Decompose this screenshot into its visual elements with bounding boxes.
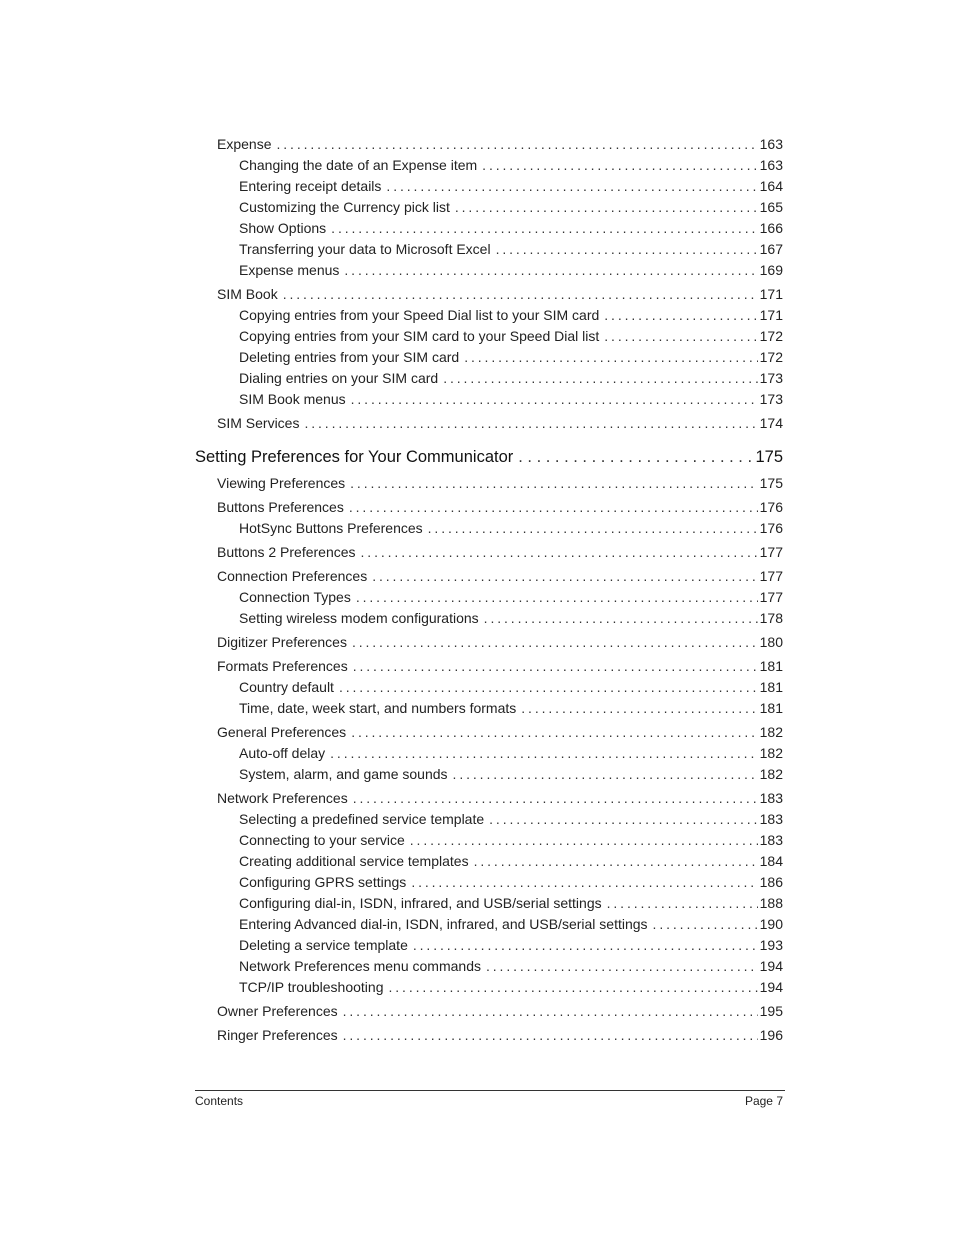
toc-entry-title: Show Options bbox=[239, 220, 327, 236]
dot-leader bbox=[304, 413, 757, 434]
dot-leader bbox=[604, 305, 757, 326]
dot-leader bbox=[350, 473, 757, 494]
toc-section-entry[interactable] bbox=[195, 632, 783, 653]
toc-entry-title: Deleting entries from your SIM card bbox=[239, 349, 460, 365]
toc-section-entry[interactable] bbox=[195, 656, 783, 677]
toc-subsection-entry[interactable] bbox=[195, 518, 783, 539]
dot-leader bbox=[343, 1025, 758, 1046]
toc-entry-title: System, alarm, and game sounds bbox=[239, 766, 448, 782]
toc-entry-title: Ringer Preferences bbox=[217, 1027, 338, 1043]
toc-subsection-entry[interactable] bbox=[195, 260, 783, 281]
dot-leader bbox=[489, 809, 757, 830]
toc-entry-page-number: 190 bbox=[759, 916, 783, 932]
toc-subsection-entry[interactable] bbox=[195, 935, 783, 956]
toc-entry-page-number: 177 bbox=[759, 544, 783, 560]
dot-leader bbox=[453, 764, 758, 785]
toc-entry-page-number: 180 bbox=[759, 634, 783, 650]
toc-entry-page-number: 195 bbox=[759, 1003, 783, 1019]
toc-entry-page-number: 169 bbox=[759, 262, 783, 278]
toc-entry-page-number: 165 bbox=[759, 199, 783, 215]
toc-entry-page-number: 196 bbox=[759, 1027, 783, 1043]
toc-entry-title: Entering Advanced dial-in, ISDN, infrared, and USB/serial settings bbox=[239, 916, 648, 932]
toc-chapter-entry[interactable] bbox=[195, 444, 783, 470]
toc-entry-title: Buttons 2 Preferences bbox=[217, 544, 356, 560]
toc-subsection-entry[interactable] bbox=[195, 347, 783, 368]
toc-entry-title: HotSync Buttons Preferences bbox=[239, 520, 423, 536]
toc-subsection-entry[interactable] bbox=[195, 608, 783, 629]
toc-entry-title: Viewing Preferences bbox=[217, 475, 346, 491]
dot-leader bbox=[283, 284, 758, 305]
toc-entry-title: SIM Book menus bbox=[239, 391, 346, 407]
dot-leader bbox=[486, 956, 758, 977]
toc-section-entry[interactable] bbox=[195, 542, 783, 563]
toc-entry-page-number: 194 bbox=[759, 979, 783, 995]
toc-entry-title: Configuring dial-in, ISDN, infrared, and USB/serial settings bbox=[239, 895, 602, 911]
toc-entry-title: Owner Preferences bbox=[217, 1003, 338, 1019]
dot-leader bbox=[344, 260, 757, 281]
dot-leader bbox=[352, 632, 758, 653]
toc-subsection-entry[interactable] bbox=[195, 218, 783, 239]
toc-entry-page-number: 172 bbox=[759, 349, 783, 365]
dot-leader bbox=[386, 176, 757, 197]
toc-entry-page-number: 193 bbox=[759, 937, 783, 953]
toc-subsection-entry[interactable] bbox=[195, 155, 783, 176]
toc-entry-page-number: 177 bbox=[759, 568, 783, 584]
toc-entry-title: Network Preferences menu commands bbox=[239, 958, 481, 974]
toc-entry-title: Creating additional service templates bbox=[239, 853, 469, 869]
dot-leader bbox=[351, 389, 758, 410]
toc-entry-page-number: 171 bbox=[759, 307, 783, 323]
toc-subsection-entry[interactable] bbox=[195, 977, 783, 998]
dot-leader bbox=[356, 587, 758, 608]
dot-leader bbox=[604, 326, 757, 347]
toc-section-entry[interactable] bbox=[195, 284, 783, 305]
dot-leader bbox=[653, 914, 758, 935]
toc-entry-page-number: 176 bbox=[759, 520, 783, 536]
toc-entry-title: Time, date, week start, and numbers formats bbox=[239, 700, 517, 716]
toc-subsection-entry[interactable] bbox=[195, 764, 783, 785]
toc-entry-page-number: 181 bbox=[759, 679, 783, 695]
dot-leader bbox=[349, 497, 758, 518]
table-of-contents bbox=[195, 134, 783, 1046]
toc-entry-page-number: 181 bbox=[759, 700, 783, 716]
toc-entry-page-number: 176 bbox=[759, 499, 783, 515]
toc-entry-page-number: 175 bbox=[759, 475, 783, 491]
toc-entry-title: Dialing entries on your SIM card bbox=[239, 370, 439, 386]
dot-leader bbox=[607, 893, 758, 914]
toc-subsection-entry[interactable] bbox=[195, 326, 783, 347]
toc-entry-title: Country default bbox=[239, 679, 334, 695]
toc-entry-page-number: 182 bbox=[759, 724, 783, 740]
dot-leader bbox=[343, 1001, 758, 1022]
dot-leader bbox=[482, 155, 757, 176]
toc-subsection-entry[interactable] bbox=[195, 677, 783, 698]
toc-entry-page-number: 183 bbox=[759, 790, 783, 806]
toc-entry-page-number: 164 bbox=[759, 178, 783, 194]
toc-subsection-entry[interactable] bbox=[195, 851, 783, 872]
toc-subsection-entry[interactable] bbox=[195, 305, 783, 326]
toc-entry-page-number: 167 bbox=[759, 241, 783, 257]
toc-entry-page-number: 188 bbox=[759, 895, 783, 911]
toc-entry-title: SIM Book bbox=[217, 286, 278, 302]
toc-entry-page-number: 194 bbox=[759, 958, 783, 974]
dot-leader bbox=[389, 977, 758, 998]
toc-entry-page-number: 173 bbox=[759, 370, 783, 386]
toc-subsection-entry[interactable] bbox=[195, 914, 783, 935]
dot-leader bbox=[443, 368, 757, 389]
toc-entry-title: Deleting a service template bbox=[239, 937, 408, 953]
dot-leader bbox=[339, 677, 758, 698]
toc-entry-page-number: 163 bbox=[759, 136, 783, 152]
toc-subsection-entry[interactable] bbox=[195, 389, 783, 410]
toc-subsection-entry[interactable] bbox=[195, 698, 783, 719]
toc-section-entry[interactable] bbox=[195, 497, 783, 518]
toc-entry-title: SIM Services bbox=[217, 415, 300, 431]
toc-entry-page-number: 178 bbox=[759, 610, 783, 626]
toc-entry-title: Connection Types bbox=[239, 589, 351, 605]
toc-entry-title: Changing the date of an Expense item bbox=[239, 157, 478, 173]
toc-entry-page-number: 174 bbox=[759, 415, 783, 431]
toc-entry-title: Setting wireless modem configurations bbox=[239, 610, 479, 626]
dot-leader bbox=[361, 542, 758, 563]
dot-leader bbox=[464, 347, 757, 368]
toc-subsection-entry[interactable] bbox=[195, 587, 783, 608]
toc-section-entry[interactable] bbox=[195, 722, 783, 743]
toc-entry-title: Connection Preferences bbox=[217, 568, 368, 584]
toc-entry-title: Network Preferences bbox=[217, 790, 348, 806]
toc-section-entry[interactable] bbox=[195, 1025, 783, 1046]
toc-section-entry[interactable] bbox=[195, 566, 783, 587]
dot-leader bbox=[455, 197, 758, 218]
toc-entry-page-number: 183 bbox=[759, 811, 783, 827]
toc-entry-title: General Preferences bbox=[217, 724, 347, 740]
toc-section-entry[interactable] bbox=[195, 1001, 783, 1022]
dot-leader bbox=[521, 698, 757, 719]
toc-entry-title: Formats Preferences bbox=[217, 658, 348, 674]
toc-subsection-entry[interactable] bbox=[195, 830, 783, 851]
toc-entry-title: Digitizer Preferences bbox=[217, 634, 347, 650]
toc-entry-page-number: 183 bbox=[759, 832, 783, 848]
toc-entry-title: Setting Preferences for Your Communicator bbox=[195, 448, 514, 466]
toc-entry-title: Expense menus bbox=[239, 262, 340, 278]
toc-entry-page-number: 182 bbox=[759, 766, 783, 782]
toc-entry-title: Auto-off delay bbox=[239, 745, 326, 761]
toc-entry-title: Selecting a predefined service template bbox=[239, 811, 485, 827]
footer-page-number: Page 7 bbox=[744, 1094, 783, 1108]
dot-leader bbox=[351, 722, 757, 743]
dot-leader bbox=[474, 851, 758, 872]
toc-entry-page-number: 166 bbox=[759, 220, 783, 236]
toc-entry-page-number: 177 bbox=[759, 589, 783, 605]
dot-leader bbox=[428, 518, 758, 539]
toc-subsection-entry[interactable] bbox=[195, 872, 783, 893]
toc-entry-page-number: 184 bbox=[759, 853, 783, 869]
toc-entry-page-number: 171 bbox=[759, 286, 783, 302]
toc-entry-title: Configuring GPRS settings bbox=[239, 874, 407, 890]
toc-subsection-entry[interactable] bbox=[195, 368, 783, 389]
toc-entry-page-number: 181 bbox=[759, 658, 783, 674]
dot-leader bbox=[353, 656, 758, 677]
toc-entry-title: Connecting to your service bbox=[239, 832, 405, 848]
dot-leader bbox=[496, 239, 758, 260]
toc-entry-page-number: 163 bbox=[759, 157, 783, 173]
toc-section-entry[interactable] bbox=[195, 473, 783, 494]
dot-leader bbox=[411, 872, 757, 893]
toc-entry-title: TCP/IP troubleshooting bbox=[239, 979, 384, 995]
footer-section-label: Contents bbox=[195, 1094, 244, 1108]
toc-entry-page-number: 182 bbox=[759, 745, 783, 761]
toc-entry-title: Entering receipt details bbox=[239, 178, 382, 194]
toc-entry-title: Buttons Preferences bbox=[217, 499, 344, 515]
toc-subsection-entry[interactable] bbox=[195, 956, 783, 977]
toc-section-entry[interactable] bbox=[195, 788, 783, 809]
toc-entry-title: Expense bbox=[217, 136, 272, 152]
dot-leader bbox=[331, 218, 757, 239]
dot-leader bbox=[353, 788, 758, 809]
toc-subsection-entry[interactable] bbox=[195, 176, 783, 197]
toc-subsection-entry[interactable] bbox=[195, 197, 783, 218]
dot-leader bbox=[518, 444, 753, 470]
dot-leader bbox=[276, 134, 757, 155]
footer-divider bbox=[195, 1090, 785, 1091]
dot-leader bbox=[330, 743, 758, 764]
toc-section-entry[interactable] bbox=[195, 413, 783, 434]
toc-entry-page-number: 172 bbox=[759, 328, 783, 344]
toc-entry-title: Customizing the Currency pick list bbox=[239, 199, 450, 215]
dot-leader bbox=[484, 608, 758, 629]
dot-leader bbox=[372, 566, 757, 587]
toc-entry-page-number: 175 bbox=[755, 448, 783, 466]
toc-entry-title: Copying entries from your Speed Dial list to your SIM card bbox=[239, 307, 600, 323]
toc-subsection-entry[interactable] bbox=[195, 809, 783, 830]
toc-entry-page-number: 186 bbox=[759, 874, 783, 890]
toc-subsection-entry[interactable] bbox=[195, 743, 783, 764]
toc-entry-title: Transferring your data to Microsoft Excel bbox=[239, 241, 491, 257]
toc-entry-title: Copying entries from your SIM card to your Speed Dial list bbox=[239, 328, 600, 344]
toc-subsection-entry[interactable] bbox=[195, 239, 783, 260]
toc-entry-page-number: 173 bbox=[759, 391, 783, 407]
dot-leader bbox=[413, 935, 758, 956]
toc-section-entry[interactable] bbox=[195, 134, 783, 155]
dot-leader bbox=[410, 830, 758, 851]
toc-subsection-entry[interactable] bbox=[195, 893, 783, 914]
